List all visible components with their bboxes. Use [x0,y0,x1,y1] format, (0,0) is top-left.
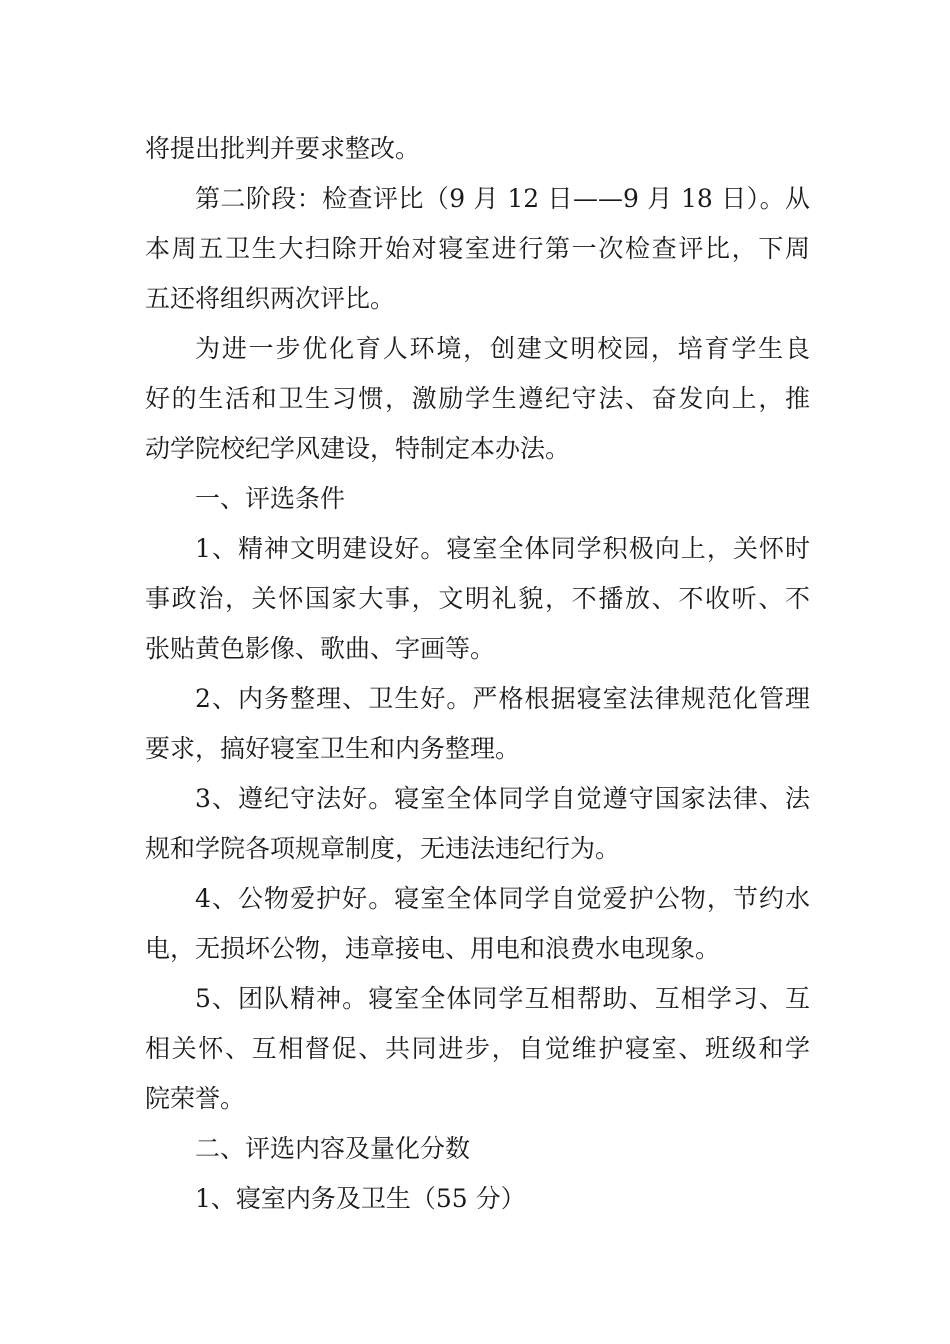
text-line: 3、遵纪守法好。寝室全体同学自觉遵守国家法律、法 [195,784,810,813]
document-page [145,124,810,1224]
text-line: 动学院校纪学风建设，特制定本办法。 [145,434,571,463]
text-line: 张贴黄色影像、歌曲、字画等。 [145,634,496,663]
text-line: 2、内务整理、卫生好。严格根据寝室法律规范化管理 [195,684,810,713]
text-line: 4、公物爱护好。寝室全体同学自觉爱护公物，节约水 [195,884,810,913]
text-line: 将提出批判并要求整改。 [145,134,421,163]
text-line: 规和学院各项规章制度，无违法违纪行为。 [145,834,621,863]
text-line: 五还将组织两次评比。 [145,284,396,313]
text-line: 为进一步优化育人环境，创建文明校园，培育学生良 [195,334,810,363]
section-heading: 二、评选内容及量化分数 [195,1134,471,1163]
text-line: 1、精神文明建设好。寝室全体同学积极向上，关怀时 [195,534,810,563]
text-line: 事政治，关怀国家大事，文明礼貌，不播放、不收听、不 [145,584,810,613]
text-line: 第二阶段：检查评比（9 月 12 日——9 月 18 日）。从 [195,184,810,213]
subsection-heading: 1、寝室内务及卫生（55 分） [195,1184,526,1213]
text-line: 电，无损坏公物，违章接电、用电和浪费水电现象。 [145,934,721,963]
text-line: 本周五卫生大扫除开始对寝室进行第一次检查评比，下周 [145,234,810,263]
text-line: 5、团队精神。寝室全体同学互相帮助、互相学习、互 [195,984,810,1013]
text-line: 院荣誉。 [145,1084,246,1113]
text-line: 好的生活和卫生习惯，激励学生遵纪守法、奋发向上，推 [145,384,810,413]
text-line: 相关怀、互相督促、共同进步，自觉维护寝室、班级和学 [145,1034,810,1063]
text-line: 要求，搞好寝室卫生和内务整理。 [145,734,521,763]
section-heading: 一、评选条件 [195,484,346,513]
